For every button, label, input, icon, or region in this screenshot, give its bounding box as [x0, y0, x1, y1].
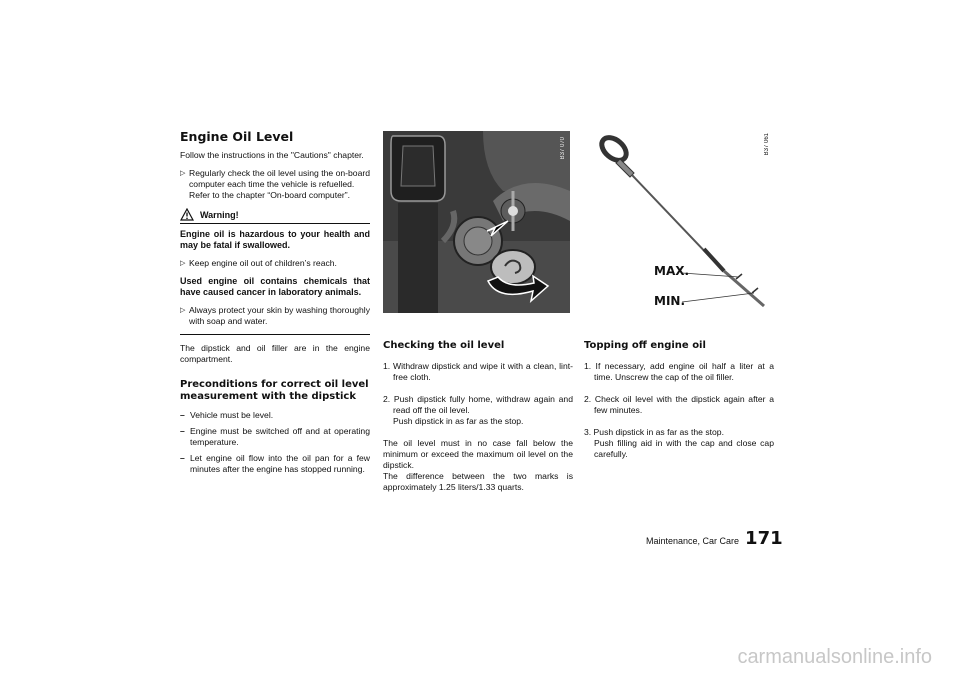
intro-text: Follow the instructions in the "Cautions" chapter. [180, 150, 364, 160]
precondition-item: – Let engine oil flow into the oil pan for a few minutes after the engine has stopped running. [180, 453, 370, 475]
step-subtext: Push dipstick in as far as the stop. [393, 416, 524, 426]
warning-instruction: ▷ Always protect your skin by washing thoroughly with soap and water. [180, 305, 370, 327]
step-item [584, 427, 774, 460]
step-text: 3. Push dipstick in as far as the stop. [584, 427, 724, 437]
body-text [383, 438, 573, 493]
step-item: 1. If necessary, add engine oil half a liter at a time. Unscrew the cap of the oil filler. [584, 361, 774, 382]
oil-level-limits-text: The oil level must in no case fall below the minimum or exceed the maximum oil level on the dipstick. [383, 438, 573, 470]
instruction-reference: Refer to the chapter “On-board computer”. [189, 190, 350, 200]
section-title: Topping off engine oil [584, 340, 706, 351]
page-footer [646, 528, 783, 549]
diagram-reference-code: B37 061 [764, 133, 770, 156]
preconditions-title: Preconditions for correct oil level measurement with the dipstick [180, 379, 369, 402]
dipstick-location-text: The dipstick and oil filler are in the engine compartment. [180, 343, 370, 364]
instruction-item [180, 168, 370, 201]
warning-text: Engine oil is hazardous to your health and may be fatal if swallowed. [180, 229, 370, 250]
step-item: 2. Check oil level with the dipstick again after a few minutes. [584, 394, 774, 415]
warning-header [180, 208, 370, 224]
step-item: 1. Withdraw dipstick and wipe it with a clean, lint-free cloth. [383, 361, 573, 382]
section-title: Engine Oil Level [180, 129, 294, 144]
oil-mark-difference-text: The difference between the two marks is approximately 1.25 liters/1.33 quarts. [383, 471, 573, 492]
max-mark-label: MAX. [654, 264, 690, 278]
photo-reference-code: B37 070 [560, 137, 566, 160]
precondition-item: – Engine must be switched off and at operating temperature. [180, 426, 370, 448]
warning-icon [180, 208, 194, 221]
min-mark-label: MIN. [654, 294, 686, 308]
warning-text: Used engine oil contains chemicals that have caused cancer in laboratory animals. [180, 276, 370, 297]
precondition-item: – Vehicle must be level. [180, 410, 370, 421]
page-number: 171 [745, 528, 783, 549]
step-item [383, 394, 573, 427]
dipstick-diagram [584, 131, 774, 313]
column-topping-off-oil [584, 340, 774, 471]
engine-compartment-photo [383, 131, 570, 313]
warning-label: Warning! [200, 210, 239, 220]
site-watermark: carmanualsonline.info [737, 646, 932, 668]
step-subtext: Push filling aid in with the cap and close cap carefully. [594, 438, 774, 459]
divider [180, 334, 370, 335]
step-text: 2. Push dipstick fully home, withdraw again and read off the oil level. [383, 394, 573, 415]
warning-instruction: ▷ Keep engine oil out of children’s reach. [180, 258, 370, 269]
instruction-text: Regularly check the oil level using the on-board computer each time the vehicle is refuelled. [189, 168, 370, 189]
footer-section-name: Maintenance, Car Care [646, 536, 740, 546]
section-title: Checking the oil level [383, 340, 505, 351]
column-checking-oil-level [383, 340, 573, 493]
column-engine-oil-level [180, 131, 370, 480]
